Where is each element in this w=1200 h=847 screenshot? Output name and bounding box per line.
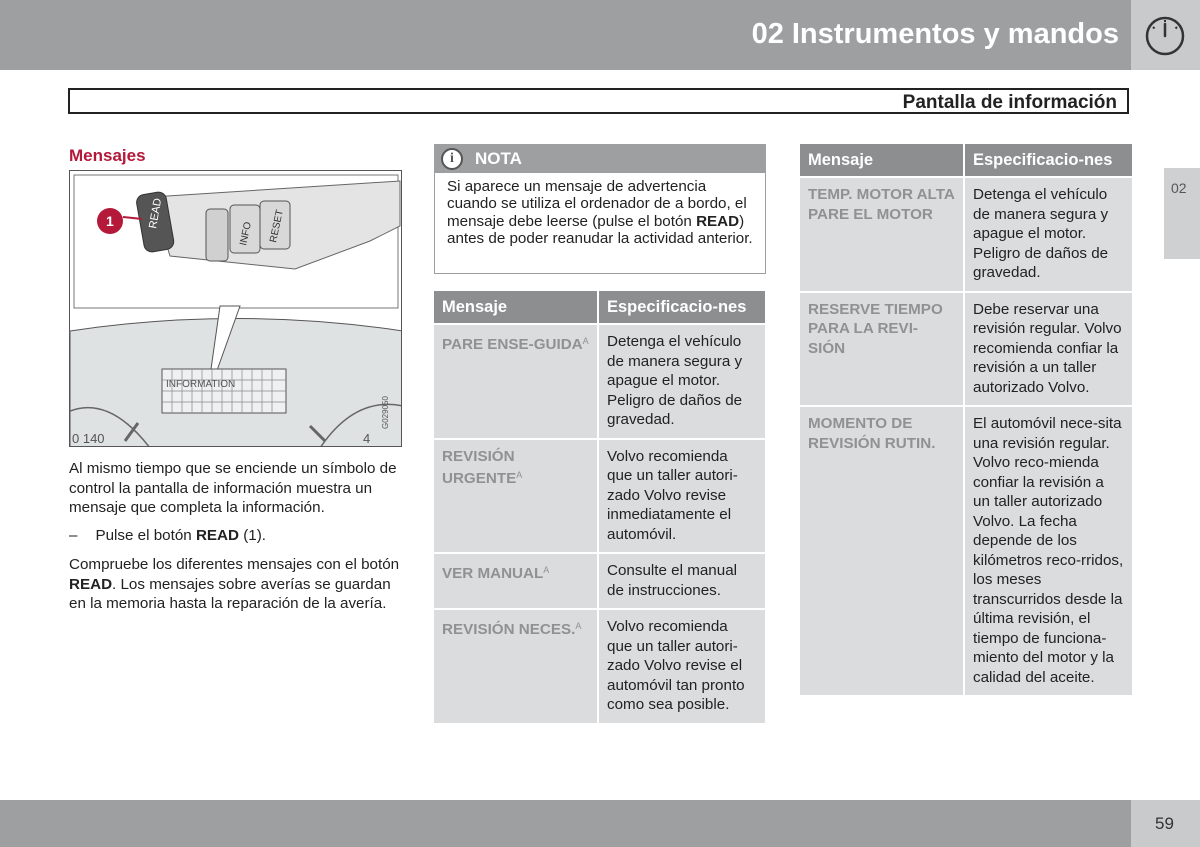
message-code-text: PARE ENSE-GUIDA <box>442 336 583 353</box>
note-box <box>434 144 766 274</box>
step-text: Pulse el botón <box>95 527 196 544</box>
column-header-message: Mensaje <box>800 144 963 176</box>
info-icon: i <box>441 148 463 170</box>
gauge-right-label: 4 <box>363 431 371 446</box>
gauge-icon <box>1144 15 1186 57</box>
footnote-marker: A <box>582 336 589 346</box>
messages-table-right <box>798 142 1134 697</box>
page-number: 59 <box>1155 814 1174 833</box>
chapter-icon-box <box>1131 0 1200 70</box>
message-code <box>434 440 597 553</box>
message-spec: Volvo recomienda que un taller autori-zado Volvo revise inmediatamente el automóvil. <box>599 440 765 553</box>
side-tab-label: 02 <box>1171 180 1187 196</box>
message-spec: Consulte el manual de instrucciones. <box>599 554 765 608</box>
table-row <box>434 440 765 553</box>
section-heading: Mensajes <box>69 146 146 165</box>
page-number-box <box>1131 800 1200 847</box>
display-label: INFORMATION <box>166 379 236 390</box>
footer-bar <box>0 800 1131 847</box>
message-code <box>434 325 597 438</box>
table-row <box>434 554 765 608</box>
gauge-left-label: 0 140 <box>72 431 105 446</box>
step-read-bold: READ <box>195 527 239 544</box>
footnote-marker: A <box>575 621 582 631</box>
section-title: Pantalla de información <box>902 92 1117 113</box>
note-text <box>435 173 765 247</box>
footnote-marker: A <box>516 470 523 480</box>
step-dash: – <box>69 527 78 544</box>
message-code-text: VER MANUAL <box>442 565 544 582</box>
callout-number: 1 <box>106 213 114 229</box>
header-bar <box>0 0 1131 70</box>
section-title-box <box>68 88 1129 114</box>
chapter-title: 02 Instrumentos y mandos <box>751 18 1119 50</box>
footnote-marker: A <box>543 565 550 575</box>
message-code <box>434 554 597 608</box>
column-header-spec: Especificacio-nes <box>965 144 1132 176</box>
message-code <box>434 610 597 723</box>
intro-paragraph: Al mismo tiempo que se enciende un símbolo de control la pantalla de información muestra un mensaje que completa la información. <box>69 460 397 516</box>
table-row <box>800 293 1132 406</box>
table-row <box>800 178 1132 291</box>
column-header-message: Mensaje <box>434 291 597 323</box>
info-button-label: INFO <box>238 220 254 247</box>
reset-button-label: RESET <box>268 208 286 244</box>
table-row <box>800 407 1132 695</box>
message-spec: Detenga el vehículo de manera segura y apague el motor. Peligro de daños de gravedad. <box>599 325 765 438</box>
message-code: RESERVE TIEMPO PARA LA REVI-SIÓN <box>800 293 963 406</box>
message-code-text: REVISIÓN URGENTE <box>442 447 517 487</box>
message-spec: Volvo recomienda que un taller autori-zado Volvo revise el automóvil tan pronto como sea posible. <box>599 610 765 723</box>
messages-table-middle <box>432 289 767 725</box>
stalk-illustration <box>69 170 402 447</box>
table-row <box>434 325 765 438</box>
step-item <box>69 526 409 546</box>
chapter-side-tab[interactable] <box>1164 168 1200 259</box>
table-header-row <box>800 144 1132 176</box>
column-header-spec: Especificacio-nes <box>599 291 765 323</box>
table-row <box>434 610 765 723</box>
note-label: NOTA <box>475 149 522 168</box>
message-spec: El automóvil nece-sita una revisión regular. Volvo reco-mienda confiar la revisión a un taller autorizado Volvo. La fecha depende de los kilómetros reco-rridos, los meses transcurridos desde la última revisión, el tiempo de funciona-miento del motor y la calidad del aceite. <box>965 407 1132 695</box>
messages-paragraph <box>69 555 409 614</box>
figure-code: G029050 <box>381 396 390 429</box>
message-spec: Debe reservar una revisión regular. Volvo recomienda confiar la revisión a un taller autorizado Volvo. <box>965 293 1132 406</box>
table-header-row <box>434 291 765 323</box>
para2-text-end: . Los mensajes sobre averías se guardan en la memoria hasta la reparación de la avería. <box>69 575 391 612</box>
step-ref: (1). <box>238 527 266 544</box>
note-text-start: Si aparece un mensaje de advertencia cuando se utiliza el ordenador de a bordo, el mensaje debe leerse (pulse el botón <box>447 178 747 230</box>
note-header <box>435 145 765 173</box>
message-spec: Detenga el vehículo de manera segura y apague el motor. Peligro de daños de gravedad. <box>965 178 1132 291</box>
message-code: TEMP. MOTOR ALTA PARE EL MOTOR <box>800 178 963 291</box>
note-read-bold: READ <box>696 212 740 230</box>
message-code: MOMENTO DE REVISIÓN RUTIN. <box>800 407 963 695</box>
para2-read-bold: READ <box>69 575 113 593</box>
para2-text-start: Compruebe los diferentes mensajes con el botón <box>69 556 400 573</box>
message-code-text: REVISIÓN NECES. <box>442 621 576 638</box>
note-text-end: ) antes de poder reanudar la actividad anterior. <box>447 212 753 247</box>
read-button-label: READ <box>147 197 165 230</box>
